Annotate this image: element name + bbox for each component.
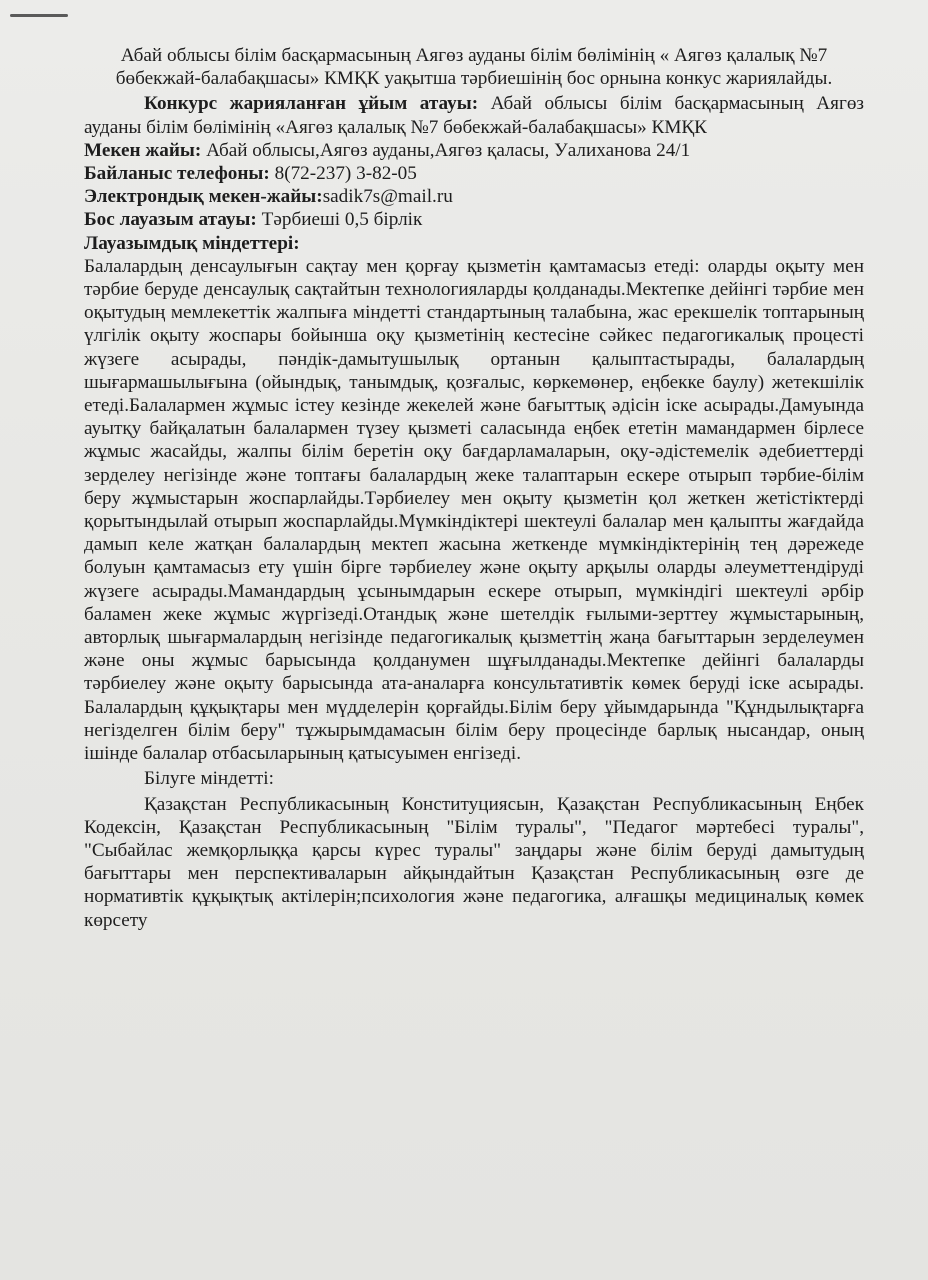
duties-text: Балалардың денсаулығын сақтау мен қорғау қызметін қамтамасыз етеді: оларды оқыту мен тәрбие беруде денсаулық сақтайтын технологияларды қолданады.Мектепке дейінгі тәрбие мен оқытудың мемлекеттік жалпыға міндетті стандартының талабына, жас ерекшелік топтарының үлгілік оқыту жоспары бойынша оқу қызметінің кестесіне сәйкес педагогикалық процесті жүзеге асырады, пәндік-дамытушылық ортанын қалыптастырады, балалардың шығармашылығына (ойындық, танымдық, қозғалыс, көркемөнер, еңбекке баулу) жетекшілік етеді.Балалармен жұмыс істеу кезінде жекелей және бағыттық әдісін іске асырады.Дамуында ауытқу байқалатын балалармен түзеу қызметі саласында еңбек ететін мамандармен бірлесе жұмыс жасайды, жалпы білім беретін оқу бағдарламаларын, оқу-әдістемелік әдебиеттерді зерделеу негізінде және топтағы балалардың жеке талаптарын ескере отырып тәрбие-білім беру жұмыстарын жоспарлайды.Тәрбиелеу мен оқыту қызметін қол жеткен жетістіктерді қорытындылай отырып жоспарлайды.Мүмкіндіктері шектеулі балалар мен қалыпты жағдайда дамып келе жатқан балалардың мектеп жасына жеткенде мүмкіндіктерінің тең дәрежеде болуын қамтамасыз ету үшін бірге тәрбиелеу және оқыту арқылы оларды әлеуметтендіруді жүзеге асырады.Мамандардың ұсынымдарын ескере отырып, мүмкіндігі шектеулі әрбір баламен жеке жұмыс жүргізеді.Отандық және шетелдік ғылыми-зерттеу жұмыстарының, авторлық шығармалардың негізінде педагогикалық қызметтің жаңа бағыттарын зерделеумен және оны жұмыс барысында қолданумен шұғылданады.Мектепке дейінгі балаларды тәрбиелеу және оқыту барысында ата-аналарға консультативтік көмек беруді іске асырады. Балалардың құқықтары мен мүдделерін қорғайды.Білім беру ұйымдарында "Құндылықтарға негізделген білім беру" тұжырымдамасын білім беру процесінде барлық нысандар, оның ішінде балалар отбасыларының қатысуымен енгізеді. xyxy=(84,255,864,765)
email-value: sadik7s@mail.ru xyxy=(322,186,453,208)
email-label: Электрондық мекен-жайы: xyxy=(84,186,323,208)
knowledge-label: Білуге міндетті: xyxy=(144,768,274,790)
phone-label: Байланыс телефоны: xyxy=(84,163,270,185)
phone-value: 8(72-237) 3-82-05 xyxy=(269,163,417,185)
staple xyxy=(10,14,68,17)
phone-line xyxy=(84,162,864,185)
duties-label: Лауазымдық міндеттері: xyxy=(84,232,300,254)
position-value: Тәрбиеші 0,5 бірлік xyxy=(256,209,423,231)
email-line xyxy=(84,185,864,208)
document-title: Абай облысы білім басқармасының Аягөз ауданы білім бөлімінің « Аягөз қалалық №7 бөбекжай-балабақшасы» КМҚК уақытша тәрбиешінің бос орнына конкус жариялайды. xyxy=(115,45,833,90)
position-line xyxy=(84,208,864,231)
org-name-label: Конкурс жарияланған ұйым атауы: xyxy=(144,93,479,115)
address-label: Мекен жайы: xyxy=(84,139,202,161)
position-label: Бос лауазым атауы: xyxy=(84,209,257,231)
address-line xyxy=(84,139,864,162)
knowledge-text: Қазақстан Республикасының Конституциясын, Қазақстан Республикасының Еңбек Кодексін, Қазақстан Республикасының "Білім туралы", "Педагог мәртебесі туралы", "Сыбайлас жемқорлыққа қарсы күрес туралы" заңдары және білім беруді дамытудың бағыттары мен перспективаларын айқындайтын Қазақстан Республикасының өзге де нормативтік құқықтық актілерін;психология және педагогика, алғашқы медициналық көмек көрсету xyxy=(84,793,864,931)
address-value: Абай облысы,Аягөз ауданы,Аягөз қаласы, Уалиханова 24/1 xyxy=(201,139,691,161)
org-name-line xyxy=(84,92,864,138)
org-name-value: Абай облысы білім басқармасының Аягөз ауданы білім бөлімінің «Аягөз қалалық №7 бөбекжай-балабақшасы» КМҚК xyxy=(84,93,864,138)
document-body xyxy=(84,44,864,932)
